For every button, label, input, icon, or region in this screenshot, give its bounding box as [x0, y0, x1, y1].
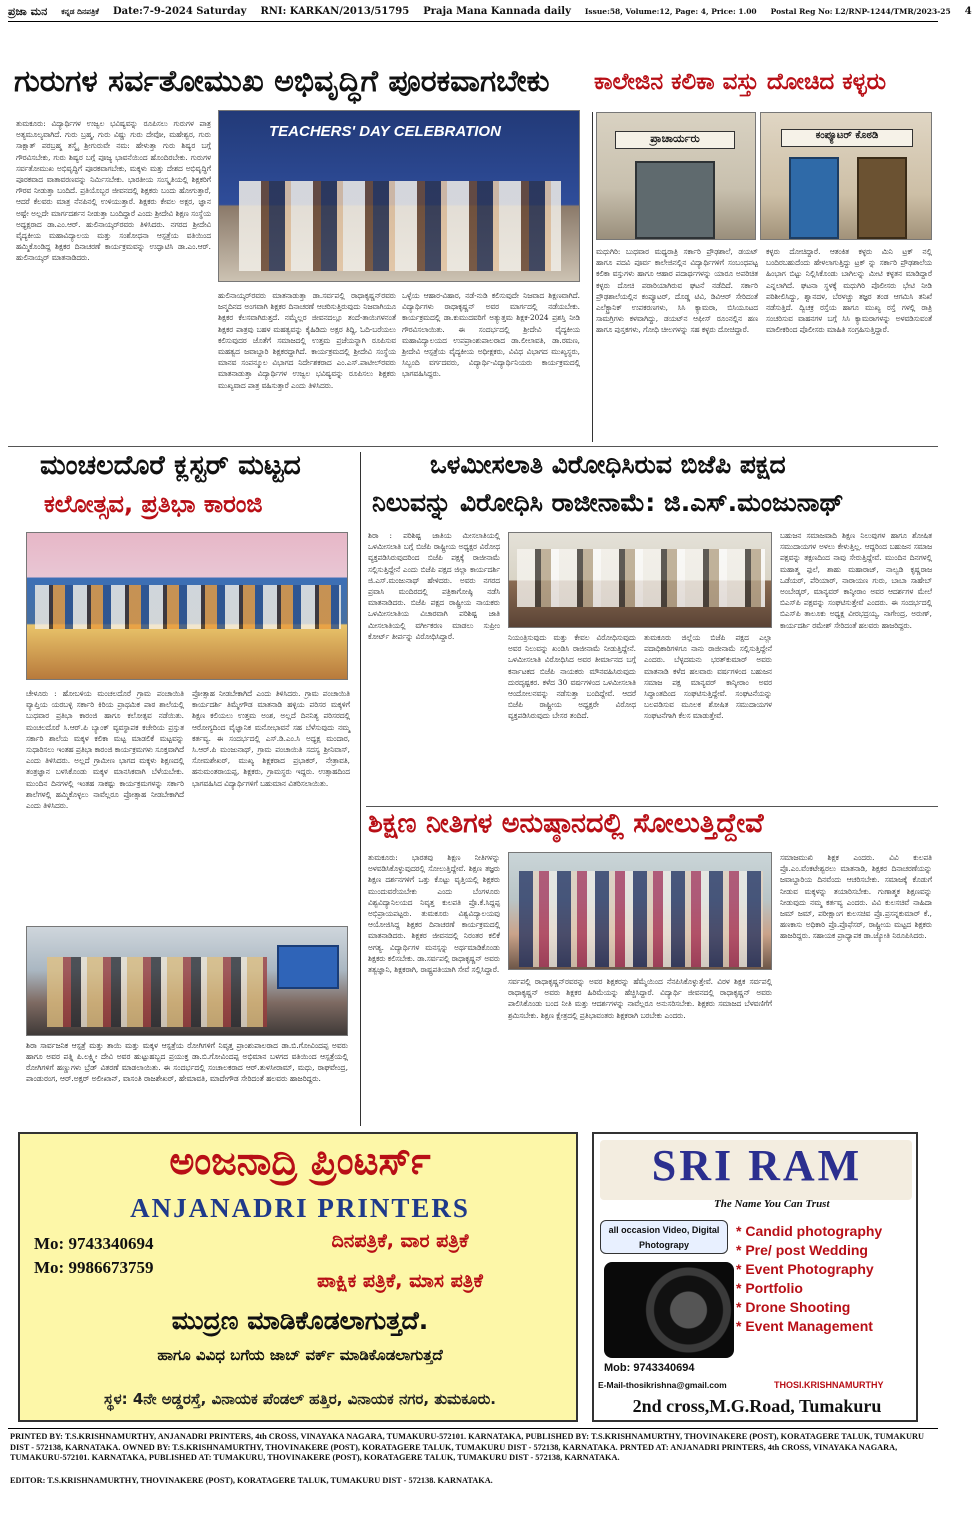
section-divider: [8, 446, 938, 447]
ad1-phone2: Mo: 9986673759: [34, 1258, 154, 1277]
story3-headline: ಮಂಚಲದೊರೆ ಕ್ಲಸ್ಟರ್ ಮಟ್ಟದ: [40, 450, 301, 481]
photo-banner-text: TEACHERS' DAY CELEBRATION: [269, 123, 501, 140]
story5-body-col3: ಸಮಾಜಮುಖಿ ಶಿಕ್ಷಕ ಎಂದರು. ವಿವಿ ಕುಲಪತಿ ಪ್ರೊ.ಎಂ.ವೆಂಕಟೇಶ್ವರಲು ಮಾತನಾಡಿ, ಶಿಕ್ಷಕರ ದಿನಾಚರಣೆಯನ್ನು ಜವಾಬ್ದಾರಿಯ ದಿನವೆಂದು ಆಚರಿಸಬೇಕು. ಸಮಾಜಕ್ಕೆ ಕೊಡುಗೆ ನೀಡುವ ಮಕ್ಕಳನ್ನು ತಯಾರಿಸಬೇಕು. ಗುಣಾತ್ಮಕ ಶಿಕ್ಷಣವನ್ನು ನೀಡುವುದು ನಮ್ಮ ಕರ್ತವ್ಯ ಎಂದರು. ವಿವಿ ಕುಲಸಚಿವೆ ನಾಹಿದಾ ಜಮ್ ಜಮ್, ಪರೀಕ್ಷಾಂಗ ಕುಲಸಚಿವ ಪ್ರೊ.ಪ್ರಸನ್ನಕುಮಾರ್ ಕೆ., ಹಣಕಾಸು ಅಧಿಕಾರಿ ಪ್ರೊ.ಪ್ರೊಫೆಸರ್, ರಾಷ್ಟ್ರೀಯ ಮಟ್ಟದ ಶಿಕ್ಷಕರು ಹಾಜರಿದ್ದರು. ಸಹಾಯಕ ಪ್ರಾಧ್ಯಾಪಕ ಡಾ.ಜ್ಯೋತಿ ನಿರೂಪಿಸಿದರು.: [780, 853, 932, 941]
ad1-service-line1: ದಿನಪತ್ರಿಕೆ, ವಾರ ಪತ್ರಿಕೆ: [331, 1230, 469, 1252]
ad-anjanadri-printers: [18, 1132, 578, 1422]
story4-headline: ಒಳಮೀಸಲಾತಿ ವಿರೋಧಿಸಿರುವ ಬಿಜೆಪಿ ಪಕ್ಷದ: [430, 450, 786, 479]
column-divider: [360, 452, 361, 1126]
rni-number: RNI: KARKAN/2013/51795: [260, 6, 410, 17]
ad1-phone1: Mo: 9743340694: [34, 1234, 154, 1253]
photo-people: [35, 585, 341, 629]
door: [857, 157, 907, 239]
ad2-tagline: The Name You Can Trust: [714, 1198, 830, 1210]
imprint-line: PRINTED BY: T.S.KRISHNAMURTHY, ANJANADRI PRINTERS, 4th CROSS, VINAYAKA NAGARA, TUMAKURU-572101. KARNATAKA, PUBLISHED BY: T.S.KRISHNAMURTHY, THOVINAKERE (POST), KORATAGERE TALUK, TUMAKURU DIST - 572138, KARNATAKA. OWNED BY: T.S.KRISHNAMURTHY, THOVINAKERE (POST), KORATAGERE TALUK, TUMAKURU DIST - 572138, KARNATAKA. PRNTED AT: ANJANADRI PRINTERS, 4th CROSS, VINAYAKA NAGARA, TUMAKURU-572101. KARNATAKA, PUBLISHED AT: TUMAKURU, THOVINAKERE (POST), KORATAGERE TALUK, TUMAKURU DIST - 572138, KARNATAKA.: [10, 1432, 924, 1462]
door: [789, 157, 839, 239]
story3-body-col2: ಪ್ರೋತ್ಸಾಹ ನೀಡಬೇಕಾಗಿದೆ ಎಂದು ತಿಳಿಸಿದರು. ಗ್ರಾಮ ಪಂಚಾಯಿತಿ ಕಾರ್ಯದರ್ಶಿ ತಿಮ್ಮೇಗೌಡ ಮಾತನಾಡಿ ಹಳ್ಳಿಯ ಪರಿಸರ ಮಕ್ಕಳಿಗೆ ಶಿಕ್ಷಣ ಕಲಿಯಲು ಉತ್ತಮ ಅಂಶ, ಅಲ್ಲದೆ ದಿನನಿತ್ಯ ಪರಿಸರದಲ್ಲಿ ಆರೋಗ್ಯದಿಂದ ವೈಜ್ಞಾನಿಕ ಮನೋಭಾವನೆ ಸಹ ಬೆಳೆಸುವುದು ನಮ್ಮ ಕರ್ತವ್ಯ. ಈ ಸಂದರ್ಭದಲ್ಲಿ ಎಸ್.ಡಿ.ಎಂ.ಸಿ ಅಧ್ಯಕ್ಷ ಮಂದಾರ, ಸಿ.ಆರ್.ಪಿ ಮಂಜುನಾಥ್, ಗ್ರಾಮ ಪಂಚಾಯಿತಿ ಸದಸ್ಯ ಶ್ರೀನಿವಾಸ್, ಸೋಮಶೇಖರ್, ಮುಖ್ಯ ಶಿಕ್ಷಕರಾದ ಪ್ರಭಾಕರ್, ನೇತ್ರಾವತಿ, ಹನುಮಂತರಾಯಪ್ಪ, ಶಿಕ್ಷಕರು, ಗ್ರಾಮಸ್ಥರು ಇದ್ದರು. ಉತ್ಸಾಹದಿಂದ ಭಾಗವಹಿಸಿದ ವಿದ್ಯಾರ್ಥಿಗಳಿಗೆ ಬಹುಮಾನ ವಿತರಿಸಲಾಯಿತು.: [192, 689, 350, 788]
ad2-service-item: * Candid photography: [736, 1223, 883, 1239]
story1-headline: ಗುರುಗಳ ಸರ್ವತೋಮುಖ ಅಭಿವೃದ್ಧಿಗೆ ಪೂರಕವಾಗಬೇಕು: [14, 64, 550, 99]
story1-body: ತುಮಕೂರು: ವಿದ್ಯಾರ್ಥಿಗಳ ಉಜ್ವಲ ಭವಿಷ್ಯವನ್ನು ರೂಪಿಸಲು ಗುರುಗಳ ಪಾತ್ರ ಅತ್ಯಮೂಲ್ಯವಾಗಿದೆ. ಗುರು ಬ್ರಹ್ಮ, ಗುರು ವಿಷ್ಣು ಗುರು ದೇವೋ, ಮಹೇಶ್ವರ, ಗುರು ಸಾಕ್ಷಾತ್ ಪರಬ್ರಹ್ಮ ತಸ್ಮೈ ಶ್ರೀಗುರುವೇ ನಮ: ಹೇಳುತ್ತಾ ಗುರು ಶಿಷ್ಯರ ಬಗ್ಗೆ ಗೌರವಿಸಬೇಕು, ಗುರು ಶಿಷ್ಯರ ಬಗ್ಗೆ ಪೂಜ್ಯ ಭಾವನೆಯಿಂದ ಹೊಂದಿರಬೇಕು. ಗುರುಗಳ ಸರ್ವತೋಮುಖ ಅಭಿವೃದ್ಧಿಗೆ ಪೂರಕವಾಗಬೇಕು, ಮಕ್ಕಳು ಮತ್ತು ದೇಶದ ಅಭಿವೃದ್ಧಿಗೆ ಪೂರಕವಾದ ವಾತಾವರಣವನ್ನು ನಿರ್ಮಿಸಬೇಕು. ಭಾರತೀಯ ಸಂಸ್ಕೃತಿಯಲ್ಲಿ ಶಿಕ್ಷಕರಿಗೆ ಗೌರವ ನೀಡುತ್ತಾ ಬಂದಿದೆ. ಪ್ರತಿಯೊಬ್ಬರ ಜೀವನದಲ್ಲಿ ಶಿಕ್ಷಕರು ಬಂದು ಹೋಗುತ್ತಾರೆ, ಆದರೆ ಕೆಲವರು ಮಾತ್ರ ನೆನಪಿನಲ್ಲಿ ಉಳಿಯುತ್ತಾರೆ. ಶಿಕ್ಷಕರು ಕೇವಲ ಅಕ್ಷರ, ಜ್ಞಾನ ಅಷ್ಟೇ ಅಲ್ಲದೇ ಮಾರ್ಗದರ್ಶನ ನೀಡುತ್ತಾ ಬಂದಿದ್ದಾರೆ ಎಂದು ಶ್ರೀದೇವಿ ಶಿಕ್ಷಣ ಸಂಸ್ಥೆಯ ಅಧ್ಯಕ್ಷರಾದ ಡಾ.ಎಂ.ಆರ್. ಹುಲಿನಾಯ್ಕರ್‌ರವರು ತಿಳಿಸಿದರು. ನಗರದ ಶ್ರೀದೇವಿ ವೈದ್ಯಕೀಯ ಮಹಾವಿದ್ಯಾಲಯ ಮತ್ತು ಸಂಶೋಧನಾ ಆಸ್ಪತ್ರೆಯ ವತಿಯಿಂದ ಹಮ್ಮಿಕೊಂಡಿದ್ದ ಶಿಕ್ಷಕರ ದಿನಾಚರಣೆ ಕಾರ್ಯಕ್ರಮವನ್ನು ಉದ್ಘಾಟಿಸಿ ಡಾ.ಎಂ.ಆರ್. ಹುಲಿನಾಯ್ಕರ್ ಮಾತನಾಡಿದರು.: [16, 119, 211, 263]
story5-body-col2: ಸರ್ವಪಲ್ಲಿ ರಾಧಾಕೃಷ್ಣನ್‌ರವರನ್ನು ಅವರ ಶಿಕ್ಷಕರನ್ನು ಹೆಮ್ಮೆಯಿಂದ ನೆನಪಿಸಿಕೊಳ್ಳುತ್ತೇವೆ. ವಿರಳ ಶಿಕ್ಷಕ ಸರ್ವಪಲ್ಲಿ ರಾಧಾಕೃಷ್ಣನ್ ಅವರು ಶಿಕ್ಷಕರ ಹಿರಿಮೆಯನ್ನು ಹೆಚ್ಚಿಸಿದ್ದಾರೆ. ವಿದ್ಯಾರ್ಥಿ ಜೀವನದಲ್ಲಿ ರಾಧಾಕೃಷ್ಣನ್ ಅವರು ಪಾಲಿಸಿಕೊಂಡು ಬಂದ ನೀತಿ ಮತ್ತು ಆದರ್ಶಗಳನ್ನು ನಾವೆಲ್ಲರೂ ಅನುಸರಿಸಬೇಕು. ಶಿಕ್ಷಕರು ಸಮಾಜದ ಬೆಳವಣಿಗೆಗೆ ಶ್ರಮಿಸಬೇಕು. ಶಿಕ್ಷಣ ಕ್ಷೇತ್ರದಲ್ಲಿ ಪ್ರತಿಭಾವಂತರು ಶಿಕ್ಷಕರಾಗಿ ಬರಬೇಕು ಎಂದರು.: [508, 977, 772, 1020]
photo-people: [519, 871, 763, 967]
story3-caption: ಶಿರಾ ಸಾರ್ವಜನಿಕ ಆಸ್ಪತ್ರೆ ಮತ್ತು ತಾಯಿ ಮತ್ತು ಮಕ್ಕಳ ಆಸ್ಪತ್ರೆಯ ರೋಗಿಗಳಿಗೆ ನಿವೃತ್ತ ಪ್ರಾಂಶುಪಾಲರಾದ ಡಾ.ಬಿ.ಗೋವಿಂದಪ್ಪ ಅವರು ಹಾಗೂ ಅವರ ಪತ್ನಿ ಪಿ.ಲಕ್ಷ್ಮೀ ದೇವಿ ಅವರ ಹುಟ್ಟುಹಬ್ಬದ ಪ್ರಯುಕ್ತ ಡಾ.ಬಿ.ಗೋವಿಂದಪ್ಪ ಅಭಿಮಾನ ಬಳಗದ ವತಿಯಿಂದ ಆಸ್ಪತ್ರೆಯಲ್ಲಿ ರೋಗಿಗಳಿಗೆ ಹಣ್ಣುಗಳು ಬ್ರೆಡ್ ವಿತರಣೆ ಮಾಡಲಾಯಿತು. ಈ ಸಂದರ್ಭದಲ್ಲಿ ಸಂಚಾಲಕರಾದ ಆರ್.ತುಳಸೀರಾಮ್, ಮಧು, ರಾಘವೇಂದ್ರ, ಪಾಂಡುರಂಗ, ಆರ್.ಅಕ್ಷರ್ ಅಲೀಖಾನ್, ವಾಸಂತಿ ರಾಜಶೇಖರ್, ಹೇಮಾವತಿ, ಮಾದೇಗೌಡ ಸೇರಿದಂತೆ ಹಲವರು ಹಾಜರಿದ್ದರು.: [26, 1041, 348, 1083]
issue-date: Date:7-9-2024 Saturday: [112, 6, 247, 17]
postal-reg: Postal Reg No: L2/RNP-1244/TMR/2023-25: [770, 7, 951, 16]
story3-photo2: [26, 926, 348, 1036]
ad2-mobile: Mob: 9743340694: [604, 1362, 695, 1374]
banner: [277, 945, 339, 989]
paper-name: Praja Mana Kannada daily: [423, 6, 571, 17]
story1-body-col3: ಒಳ್ಳೆಯ ಆಹಾರ-ವಿಹಾರ, ನಡೆ-ನುಡಿ ಕಲಿಸುವುದೇ ನಿಜವಾದ ಶಿಕ್ಷಣವಾಗಿದೆ. ವಿದ್ಯಾರ್ಥಿಗಳು ರಾಧಾಕೃಷ್ಣನ್ ಅವರ ಮಾರ್ಗದಲ್ಲಿ ನಡೆಯಬೇಕು. ಕಾರ್ಯಕ್ರಮದಲ್ಲಿ ಡಾ.ಕುಮುದವರಿಗೆ ಅತ್ಯುತ್ತಮ ಶಿಕ್ಷಕ-2024 ಪ್ರಶಸ್ತಿ ನೀಡಿ ಗೌರವಿಸಲಾಯಿತು. ಈ ಸಂದರ್ಭದಲ್ಲಿ ಶ್ರೀದೇವಿ ವೈದ್ಯಕೀಯ ಮಹಾವಿದ್ಯಾಲಯದ ಉಪಪ್ರಾಂಶುಪಾಲರಾದ ಡಾ.ಲೀಲಾವತಿ, ಡಾ.ರಮಣ, ಶ್ರೀದೇವಿ ಆಸ್ಪತ್ರೆಯ ವೈದ್ಯಕೀಯ ಅಧೀಕ್ಷಕರು, ವಿವಿಧ ವಿಭಾಗದ ಮುಖ್ಯಸ್ಥರು, ಸಿಬ್ಬಂದಿ ವರ್ಗದವರು, ವಿದ್ಯಾರ್ಥಿ-ವಿದ್ಯಾರ್ಥಿನಿಯರು ಕಾರ್ಯಕ್ರಮದಲ್ಲಿ ಭಾಗವಹಿಸಿದ್ದರು.: [402, 291, 580, 379]
photo-people: [239, 181, 561, 271]
sign-principal: ಪ್ರಾಚಾರ್ಯರು: [615, 131, 735, 149]
story2-body-col2: ಕಳ್ಳರು ದೋಚಿದ್ದಾರೆ. ಆತಂಕಿತ ಕಳ್ಳರು ಮಿನಿ ಟ್ರಕ್ ನಲ್ಲಿ ಬಂದಿರಬಹುದೆಂದು ಹೇಳಲಾಗುತ್ತಿದ್ದು ಟ್ರಕ್ ನ್ನು ಸರ್ಕಾರಿ ಪ್ರೌಢಶಾಲೆಯ ಹಿಂಭಾಗ ಬಿಟ್ಟು ನಿಲ್ಲಿಸಿಕೊಂಡು ಬಾಗಿಲನ್ನು ಮೀಟಿ ಕಳ್ಳತನ ಮಾಡಿದ್ದಾರೆ ಎನ್ನಲಾಗಿದೆ. ಘಟನಾ ಸ್ಥಳಕ್ಕೆ ಮಧುಗಿರಿ ಪೊಲೀಸರು ಭೇಟಿ ನೀಡಿ ಪರಿಶೀಲಿಸಿದ್ದು, ಶ್ವಾನದಳ, ಬೆರಳಚ್ಚು ತಜ್ಞರ ತಂಡ ಆಗಮಿಸಿ ತನಿಖೆ ನಡೆಸುತ್ತಿದೆ. ದ್ವಿಚಕ್ರ ರಸ್ತೆಯ ಹಾಗೂ ಮುಖ್ಯ ರಸ್ತೆ ಗಳಲ್ಲಿ ರಾತ್ರಿ ಸಂಚರಿಸುವ ವಾಹನಗಳ ಬಗ್ಗೆ ಸಿಸಿ ಕ್ಯಾಮರಾಗಳನ್ನು ಅಳವಡಿಸುವಂತೆ ಮಾಲೀಕರಿಂದ ಪೊಲೀಸರು ಮಾಹಿತಿ ಸಂಗ್ರಹಿಸುತ್ತಿದ್ದಾರೆ.: [766, 247, 932, 335]
ad1-title-english: ANJANADRI PRINTERS: [130, 1193, 470, 1223]
ad2-service-item: * Drone Shooting: [736, 1299, 851, 1315]
story4-body-col4: ಬಹುಜನ ಸಮಾಜವಾದಿ ಶಿಕ್ಷಣ ನಿಲುವುಗಳ ಹಾಗೂ ಶೋಷಿತ ಸಮುದಾಯಗಳ ಅಳಲು ಕೇಳುತ್ತಿಲ್ಲ. ಆದ್ದರಿಂದ ಬಹುಜನ ಸಮಾಜ ಪಕ್ಷವನ್ನು ತಕ್ಷಣದಿಂದ ನಾವು ಸೇರುತ್ತಿದ್ದೇವೆ. ಮುಂದಿನ ದಿನಗಳಲ್ಲಿ ಮಹಾತ್ಮ ಫುಲೆ, ಶಾಹು ಮಹಾರಾಜ್, ನಾಲ್ವಡಿ ಕೃಷ್ಣರಾಜ ಒಡೆಯರ್, ಪೆರಿಯಾರ್, ನಾರಾಯಣ ಗುರು, ಬಾಬಾ ಸಾಹೇಬ್ ಅಂಬೇಡ್ಕರ್, ಮಾನ್ಯವರ್ ಕಾನ್ಶೀರಾಂ ಅವರ ಆದರ್ಶಗಳ ಮೇಲೆ ಬಿಎಸ್‌ಪಿ ಪಕ್ಷವನ್ನು ಸಂಘಟಿಸುತ್ತೇವೆ ಎಂದರು. ಈ ಸಂದರ್ಭದಲ್ಲಿ ಬಿಎಸ್‌ಪಿ ತಾಲೂಕು ಅಧ್ಯಕ್ಷ ವೀರಭದ್ರಯ್ಯ, ನಾಗೇಂದ್ರ, ಅರುಣ್, ಕಾರ್ಯದರ್ಶಿ ರಮೇಶ್ ಸೇರಿದಂತೆ ಹಲವರು ಹಾಜರಿದ್ದರು.: [780, 531, 932, 630]
story1-body-col2: ಹುಲಿನಾಯ್ಕರ್‌ರವರು ಮಾತನಾಡುತ್ತಾ ಡಾ.ಸರ್ವಪಲ್ಲಿ ರಾಧಾಕೃಷ್ಣನ್‌ರವರು ಜನ್ಮದಿನದ ಅಂಗವಾಗಿ ಶಿಕ್ಷಕರ ದಿನಾಚರಣೆ ಆಚರಿಸುತ್ತಿರುವುದು ನಿಜವಾಗಿಯೂ ಶಿಕ್ಷಕರ ಕೆಲಸವಾಗಿರುತ್ತದೆ. ನಮ್ಮೆಲ್ಲರ ಜೀವನದಲ್ಲೂ ತಂದೆ-ತಾಯಿಗಳನಂತೆ ಶಿಕ್ಷಕರ ಪಾತ್ರವು ಬಹಳ ಮಹತ್ವವನ್ನು ಕೈಹಿಡಿದು ಅಕ್ಷರ ತಿದ್ದಿ, ಓದಿ-ಬರೆಯಲು ಕಲಿಸುವುದರ ಜೊತೆಗೆ ಸಮಾಜದಲ್ಲಿ ಉತ್ತಮ ಪ್ರಜೆಯನ್ನಾಗಿ ರೂಪಿಸುವ ಮಹತ್ವದ ಜವಾಬ್ದಾರಿ ಶಿಕ್ಷಕರದ್ದಾಗಿದೆ. ಕಾರ್ಯಕ್ರಮದಲ್ಲಿ ಶ್ರೀದೇವಿ ಸಂಸ್ಥೆಯ ಮಾನವ ಸಂಪನ್ಮೂಲ ವಿಭಾಗದ ನಿರ್ದೇಶಕರಾದ ಎಂ.ಎಸ್.ಪಾಟೀಲ್‌ರವರು ಮಾತನಾಡುತ್ತಾ ವಿದ್ಯಾರ್ಥಿಗಳ ಉಜ್ವಲ ಭವಿಷ್ಯವನ್ನು ರೂಪಿಸಲು ಶಿಕ್ಷಕರು ಮುಖ್ಯವಾದ ಪಾತ್ರ ವಹಿಸುತ್ತಾರೆ ಎಂದು ತಿಳಿಸಿದರು.: [218, 291, 396, 390]
page-number: 4: [964, 6, 972, 17]
story4-body-col2: ನಿಯಂತ್ರಿಸುವುದು ಮತ್ತು ಕೇವಲ ವಿರೋಧಿಸುವುದು ಅವರ ನಿಲುವನ್ನು ಖಂಡಿಸಿ ರಾಜೀನಾಮೆ ನೀಡುತ್ತಿದ್ದೇನೆ. ಒಳಮೀಸಲಾತಿ ವಿರೋಧಿಸಿದ ಅವರ ತೀರ್ಮಾನದ ಬಗ್ಗೆ ಕರ್ನಾಟಕದ ಬಿಜೆಪಿ ನಾಯಕರು ಮೌನವಹಿಸಿರುವುದು ದುರದೃಷ್ಟಕರ. ಕಳೆದ 30 ವರ್ಷಗಳಿಂದ ಒಳಮೀಸಲಾತಿ ಆಂದೋಲನವನ್ನು ನಡೆಸುತ್ತಾ ಬಂದಿದ್ದೇವೆ. ಆದರೆ ಬಿಜೆಪಿ ರಾಷ್ಟ್ರೀಯ ಅಧ್ಯಕ್ಷರೇ ವಿರೋಧ ವ್ಯಕ್ತಪಡಿಸಿರುವುದು ಬೇಸರ ತಂದಿದೆ.: [508, 633, 636, 721]
story4-headline2: ನಿಲುವನ್ನು ವಿರೋಧಿಸಿ ರಾಜೀನಾಮೆ: ಜಿ.ಎಸ್.ಮಂಜುನಾಥ್: [372, 488, 844, 517]
door: [635, 161, 715, 239]
story3-photo: [26, 532, 348, 680]
story5-headline: ಶಿಕ್ಷಣ ನೀತಿಗಳ ಅನುಷ್ಠಾನದಲ್ಲಿ ಸೋಲುತ್ತಿದ್ದೇವೆ: [368, 808, 764, 839]
story3-subhead: ಕಲೋತ್ಸವ, ಪ್ರತಿಭಾ ಕಾರಂಜಿ: [44, 490, 263, 518]
ad2-service-item: * Event Management: [736, 1318, 873, 1334]
story5-body: ತುಮಕೂರು: ಭಾರತವು ಶಿಕ್ಷಣ ನೀತಿಗಳನ್ನು ಅಳವಡಿಸಿಕೊಳ್ಳುವುದರಲ್ಲಿ ಸೋಲುತ್ತಿದ್ದೇವೆ. ಶಿಕ್ಷಣ ತಜ್ಞರು ಶಿಕ್ಷಣ ದರ್ಶನಗಳಿಗೆ ಒತ್ತು ಕೊಟ್ಟು ವೃತ್ತಿಯಲ್ಲಿ ಶಿಕ್ಷಕರು ಮುಂದುವರೆಯಬೇಕು ಎಂದು ಬೆಂಗಳೂರು ವಿಶ್ವವಿದ್ಯಾನಿಲಯದ ನಿವೃತ್ತ ಕುಲಪತಿ ಪ್ರೊ.ಕೆ.ಸಿದ್ದಪ್ಪ ಅಭಿಪ್ರಾಯಪಟ್ಟರು. ತುಮಕೂರು ವಿಶ್ವವಿದ್ಯಾಲಯವು ಆಯೋಜಿಸಿದ್ದ ಶಿಕ್ಷಕರ ದಿನಾಚರಣೆ ಕಾರ್ಯಕ್ರಮದಲ್ಲಿ ಮಾತನಾಡಿದರು. ಶಿಕ್ಷಕರ ಜೀವನದಲ್ಲಿ ನಿರಂತರ ಕಲಿಕೆ ಅಗತ್ಯ. ವಿದ್ಯಾರ್ಥಿಗಳ ಮನಸ್ಸನ್ನು ಅರ್ಥಮಾಡಿಕೊಂಡು ಶಿಕ್ಷಕರು ಕಲಿಸಬೇಕು. ಡಾ.ಸರ್ವಪಲ್ಲಿ ರಾಧಾಕೃಷ್ಣನ್ ಅವರು ತತ್ವಜ್ಞಾನಿ, ಶಿಕ್ಷಕರಾಗಿ, ರಾಷ್ಟ್ರಪತಿಯಾಗಿ ಸೇವೆ ಸಲ್ಲಿಸಿದ್ದಾರೆ.: [368, 853, 500, 975]
story4-body-col3: ತುಮಕೂರು ಜಿಲ್ಲೆಯ ಬಿಜೆಪಿ ಪಕ್ಷದ ಎಲ್ಲಾ ಪದಾಧಿಕಾರಿಗಳಿಗೂ ನಾನು ರಾಜೀನಾಮೆ ಸಲ್ಲಿಸುತ್ತಿದ್ದೇನೆ ಎಂದರು. ಬೆಳ್ಳದಮನು ಭರತ್‌ಕುಮಾರ್ ಅವರು ಮಾತನಾಡಿ ಕಳೆದ ಹಲವಾರು ವರ್ಷಗಳಿಂದ ಬಹುಜನ ಸಮಾಜ ಪಕ್ಷ ಮಾನ್ಯವರ್ ಕಾನ್ಶೀರಾಂ ಅವರ ಸಿದ್ಧಾಂತದಿಂದ ಸಂಘಟಿಸುತ್ತಿದ್ದೇವೆ. ಸಂಘಟನೆಯನ್ನು ಬಲಪಡಿಸುವ ಮೂಲಕ ಶೋಷಿತ ಸಮುದಾಯಗಳ ಸಂಘಟನೆಗಾಗಿ ಕೆಲಸ ಮಾಡುತ್ತೇವೆ.: [644, 633, 772, 721]
sign-computer-room: ಕಂಪ್ಯೂಟರ್ ಕೊಠಡಿ: [781, 129, 913, 147]
paper-subtitle: ಕನ್ನಡ ದಿನಪತ್ರಿಕೆ: [61, 6, 99, 16]
ad1-service-line2: ಪಾಕ್ಷಿಕ ಪತ್ರಿಕೆ, ಮಾಸ ಪತ್ರಿಕೆ: [317, 1270, 483, 1292]
ad2-service-item: * Portfolio: [736, 1280, 803, 1296]
ad2-address: 2nd cross,M.G.Road, Tumakuru: [632, 1396, 882, 1416]
story2-photo-left: [596, 112, 756, 240]
story4-photo: [508, 532, 772, 628]
photo-people: [517, 549, 765, 607]
ad2-service-item: * Event Photography: [736, 1261, 874, 1277]
story5-photo: [508, 852, 772, 970]
issue-info: Issue:58, Volume:12, Page: 4, Price: 1.00: [584, 7, 757, 16]
photo-people: [47, 957, 267, 1027]
story1-photo: [218, 110, 580, 282]
story3-body: ಚೇಳೂರು : ಹೋಬಳಿಯ ಮಂಚಲದೊರೆ ಗ್ರಾಮ ಪಂಚಾಯಿತಿ ವ್ಯಾಪ್ತಿಯ ಯರಬಳ್ಳಿ ಸರ್ಕಾರಿ ಕಿರಿಯ ಪ್ರಾಥಮಿಕ ಪಾಠ ಶಾಲೆಯಲ್ಲಿ ಬುಧವಾರ ಪ್ರತಿಭಾ ಕಾರಂಜಿ ಹಾಗೂ ಕಲೋತ್ಸವ ನಡೆಯಿತು. ಮಂಚಲದೊರೆ ಸಿ.ಆರ್.ಪಿ ಬ್ಯಾಂಕ್ ವ್ಯವಸ್ಥಾಪಕ ಕಚೇರಿಯ ಪ್ರಸ್ತುತ ಸರ್ಕಾರಿ ಶಾಲೆಯ ಮಕ್ಕಳ ಕಲಿಕಾ ಮಟ್ಟ ಮಾಡಲಿಕೆ ಮಟ್ಟವನ್ನು ಸುಧಾರಿಸಲು ಇಂತಹ ಪ್ರತಿಭಾ ಕಾರಂಜಿ ಕಾರ್ಯಕ್ರಮಗಳು ಸೂಕ್ತವಾಗಿದೆ ಎಂದು ತಿಳಿಸಿದರು. ಅಲ್ಲದೆ ಗ್ರಾಮೀಣ ಭಾಗದ ಮಕ್ಕಳು ಶಿಕ್ಷಣದಲ್ಲಿ ತಂತ್ರಜ್ಞಾನ ಬಳಸಿಕೊಂಡು ಮಕ್ಕಳ ಮಾನಸಿಕವಾಗಿ ಬೆಳೆಯಬೇಕು. ಮುಂದಿನ ದಿನಗಳಲ್ಲಿ ಇಂತಹ ಸಾಕಷ್ಟು ಕಾರ್ಯಕ್ರಮಗಳನ್ನು ಸರ್ಕಾರಿ ಶಾಲೆಗಳಲ್ಲಿ ಹಮ್ಮಿಕೊಳ್ಳಲು ನಾವೆಲ್ಲರೂ ಪ್ರೋತ್ಸಾಹ ನೀಡಬೇಕಾಗಿದೆ ಎಂದು ತಿಳಿಸಿದರು.: [26, 689, 184, 811]
ad2-badge: all occasion Video, Digital Photograpy: [600, 1220, 728, 1254]
ad2-email: E-Mail-thosikrishna@gmail.com: [598, 1380, 727, 1390]
ad2-title: SRI RAM: [651, 1141, 863, 1190]
ad2-owner: THOSI.KRISHNAMURTHY: [774, 1380, 884, 1390]
masthead: [8, 2, 972, 22]
ad2-service-item: * Pre/ post Wedding: [736, 1242, 868, 1258]
ad-sri-ram: [592, 1132, 918, 1422]
story2-body: ಮಧುಗಿರಿ: ಬುಧವಾರ ಮಧ್ಯರಾತ್ರಿ ಸರ್ಕಾರಿ ಪ್ರೌಢಶಾಲೆ, ಡಯಟ್ ಹಾಗೂ ಪದವಿ ಪೂರ್ವ ಕಾಲೇಜಿನಲ್ಲಿನ ವಿದ್ಯಾರ್ಥಿಗಳಿಗೆ ಸಂಬಂಧಪಟ್ಟ ಕಲಿಕಾ ವಸ್ತುಗಳು ಹಾಗೂ ಆಹಾರ ಪದಾರ್ಥಗಳನ್ನು ಯಾರೂ ಅಪರಿಚಿತ ಕಳ್ಳರು ದೋಚಿ ಪರಾರಿಯಾಗಿರುವ ಘಟನೆ ನಡೆದಿದೆ. ಸರ್ಕಾರಿ ಪ್ರೌಢಶಾಲೆಯಲ್ಲಿನ ಕಂಪ್ಯೂಟರ್, ದೊಡ್ಡ ಟಿವಿ, ಡಿವಿಆರ್ ಸೇರಿದಂತೆ ಎಲೆಕ್ಟ್ರಾನಿಕ್ ಉಪಕರಣಗಳು, ಸಿಸಿ ಕ್ಯಾಮರಾ, ಬಿಸಿಯೂಟದ ಸಾಮಗ್ರಿಗಳು ಕಳವಾಗಿದ್ದು, ಡಯಟ್‌ನ ಆಫೀಸ್ ರೂಂನಲ್ಲಿನ ಹಣ ಹಾಗೂ ಪುಸ್ತಕಗಳು, ಗೋಧಿ ಚೀಲಗಳನ್ನು ಸಹ ಕಳ್ಳರು ದೋಚಿದ್ದಾರೆ.: [596, 247, 758, 335]
story4-body: ಶಿರಾ : ಪರಿಶಿಷ್ಟ ಜಾತಿಯ ಮೀಸಲಾತಿಯಲ್ಲಿ ಒಳಮೀಸಲಾತಿ ಬಗ್ಗೆ ಬಿಜೆಪಿ ರಾಷ್ಟ್ರೀಯ ಅಧ್ಯಕ್ಷರ ವಿರೋಧ ವ್ಯಕ್ತಪಡಿಸಿರುವುದರಿಂದ ಬಿಜೆಪಿ ಪಕ್ಷಕ್ಕೆ ರಾಜೀನಾಮೆ ಸಲ್ಲಿಸುತ್ತಿದ್ದೇನೆ ಎಂದು ಬಿಜೆಪಿ ಪಕ್ಷದ ಜಿಲ್ಲಾ ಕಾರ್ಯದರ್ಶಿ ಜಿ.ಎಸ್.ಮಂಜುನಾಥ್ ಹೇಳಿದರು. ಅವರು ನಗರದ ಪ್ರವಾಸಿ ಮಂದಿರದಲ್ಲಿ ಪತ್ರಿಕಾಗೋಷ್ಠಿ ನಡೆಸಿ ಮಾತನಾಡಿದರು. ಬಿಜೆಪಿ ಪಕ್ಷದ ರಾಷ್ಟ್ರೀಯ ನಾಯಕರು ಒಳಮೀಸಲಾತಿಯ ವಿಚಾರವಾಗಿ ಪರಿಶಿಷ್ಟ ಜಾತಿ ಮೀಸಲಾತಿಯಲ್ಲಿ ವರ್ಗೀಕರಣ ಮಾಡಲು ಸುಪ್ರೀಂ ಕೋರ್ಟ್ ತೀರ್ಪನ್ನು ವಿರೋಧಿಸಿದ್ದಾರೆ.: [368, 531, 500, 641]
paper-logo: ಪ್ರಜಾ ಮನ: [8, 4, 48, 18]
ad1-title-kannada: ಅಂಜನಾದ್ರಿ ಪ್ರಿಂಟರ್ಸ್: [169, 1139, 431, 1183]
ad1-service-line3: ಮುದ್ರಣ ಮಾಡಿಕೊಡಲಾಗುತ್ತದೆ.: [171, 1306, 429, 1335]
ad2-services: [736, 1222, 916, 1336]
column-divider: [592, 112, 593, 442]
ad1-service-line4: ಹಾಗೂ ವಿವಿಧ ಬಗೆಯ ಜಾಬ್ ವರ್ಕ್ ಮಾಡಿಕೊಡಲಾಗುತ್ತದೆ: [157, 1346, 443, 1364]
story2-headline: ಕಾಲೇಜಿನ ಕಲಿಕಾ ವಸ್ತು ದೋಚಿದ ಕಳ್ಳರು: [594, 69, 887, 95]
editor-line: EDITOR: T.S.KRISHNAMURTHY, THOVINAKERE (POST), KORATAGERE TALUK, TUMAKURU DIST - 572138. KARNATAKA.: [10, 1476, 493, 1485]
camera-icon: [604, 1262, 734, 1358]
ad1-address: ಸ್ಥಳ: 4ನೇ ಅಡ್ಡರಸ್ತೆ, ವಿನಾಯಕ ಪೆಂಡಲ್ ಹತ್ತಿರ, ವಿನಾಯಕ ನಗರ, ತುಮಕೂರು.: [103, 1390, 496, 1408]
footer-divider: [8, 1428, 938, 1429]
section-divider: [366, 806, 938, 807]
story2-photo-right: [760, 112, 932, 240]
